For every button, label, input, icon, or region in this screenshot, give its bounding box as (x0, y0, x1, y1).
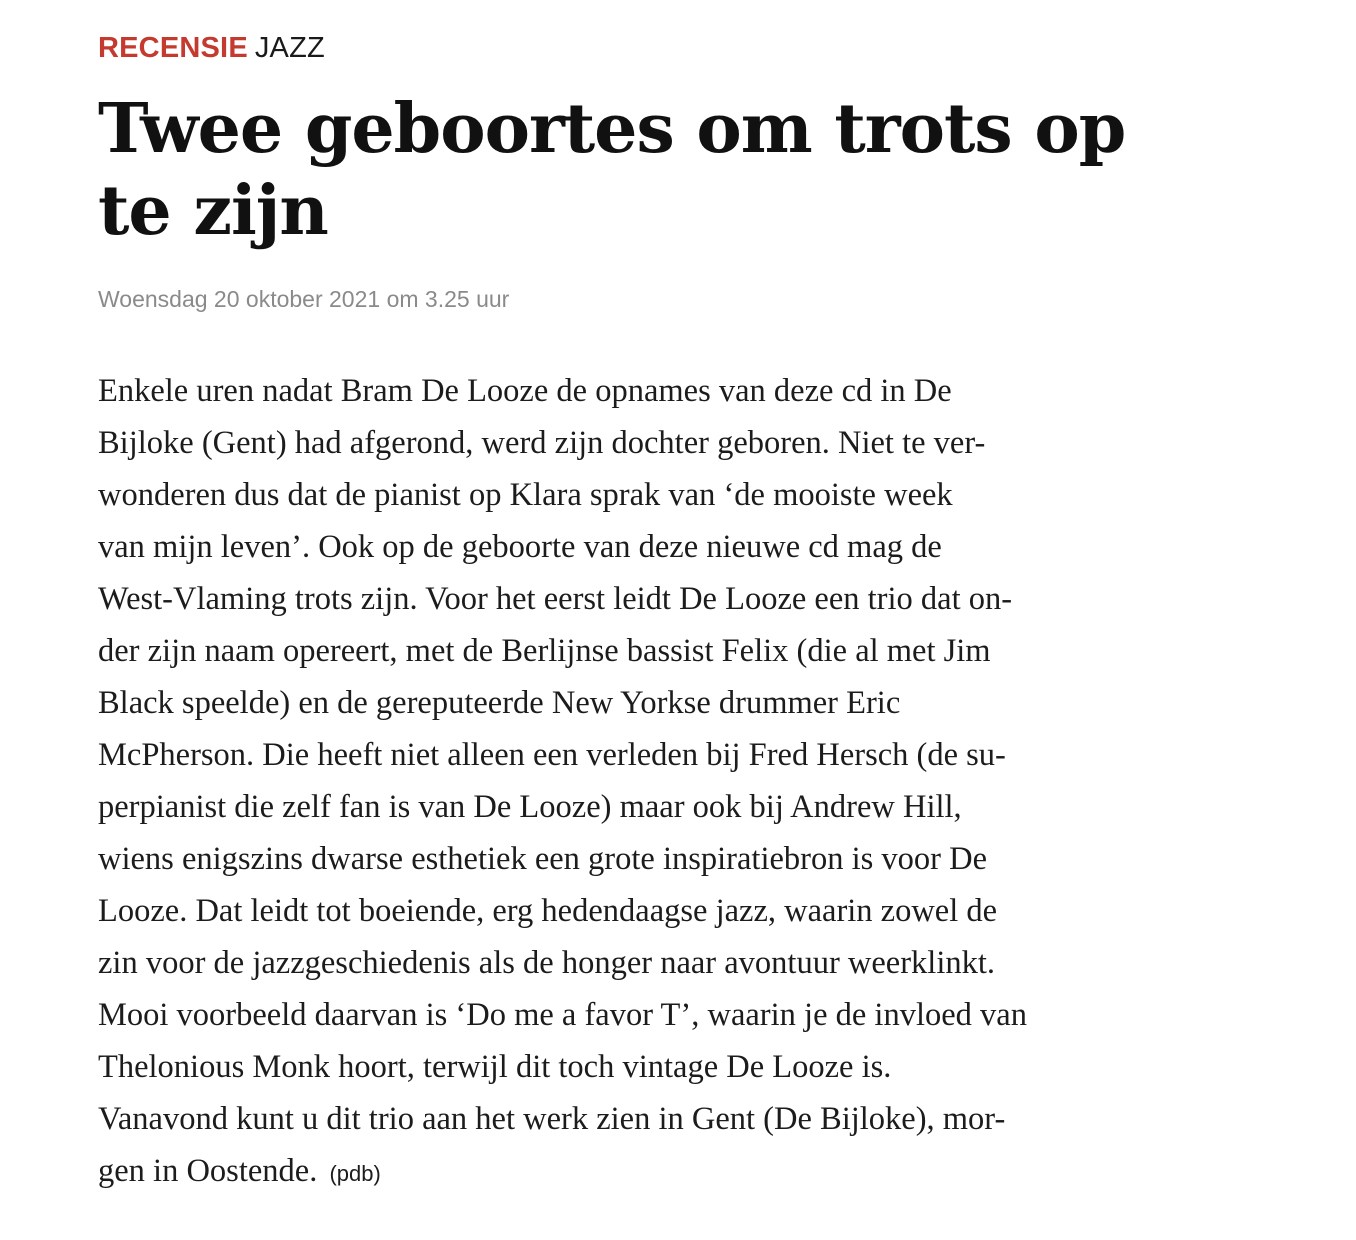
body-line: West-Vlaming trots zijn. Voor het eerst leidt De Looze een trio dat on- (98, 581, 1013, 617)
article-kicker (98, 28, 325, 68)
body-line-last (98, 1145, 1208, 1200)
body-line: Thelonious Monk hoort, terwijl dit toch vintage De Looze is. (98, 1049, 892, 1085)
body-line: wonderen dus dat de pianist op Klara sprak van ‘de mooiste week (98, 477, 953, 513)
article-body (98, 365, 1208, 1200)
author-credit: (pdb) (329, 1161, 381, 1186)
kicker-topic-label[interactable]: JAZZ (254, 32, 325, 64)
body-line: Bijloke (Gent) had afgerond, werd zijn dochter geboren. Niet te ver- (98, 425, 986, 461)
article-headline: Twee geboortes om trots op te zijn (98, 89, 1126, 251)
body-line: Black speelde) en de gereputeerde New Yorkse drummer Eric (98, 685, 901, 721)
body-line: zin voor de jazzgeschiedenis als de honger naar avontuur weerklinkt. (98, 945, 996, 981)
body-line: van mijn leven’. Ook op de geboorte van deze nieuwe cd mag de (98, 529, 942, 565)
body-line: Looze. Dat leidt tot boeiende, erg hedendaagse jazz, waarin zowel de (98, 893, 998, 929)
body-line: McPherson. Die heeft niet alleen een verleden bij Fred Hersch (de su- (98, 737, 1006, 773)
article-dateline: Woensdag 20 oktober 2021 om 3.25 uur (98, 286, 510, 312)
body-line-text: gen in Oostende. (98, 1153, 318, 1189)
body-line: Vanavond kunt u dit trio aan het werk zien in Gent (De Bijloke), mor- (98, 1101, 1006, 1137)
body-line: Enkele uren nadat Bram De Looze de opnames van deze cd in De (98, 373, 952, 409)
body-line: perpianist die zelf fan is van De Looze) maar ook bij Andrew Hill, (98, 789, 962, 825)
kicker-section-label[interactable]: RECENSIE (98, 32, 248, 64)
body-line: Mooi voorbeeld daarvan is ‘Do me a favor T’, waarin je de invloed van (98, 997, 1027, 1033)
body-line: der zijn naam opereert, met de Berlijnse bassist Felix (die al met Jim (98, 633, 991, 669)
body-line: wiens enigszins dwarse esthetiek een grote inspiratiebron is voor De (98, 841, 987, 877)
